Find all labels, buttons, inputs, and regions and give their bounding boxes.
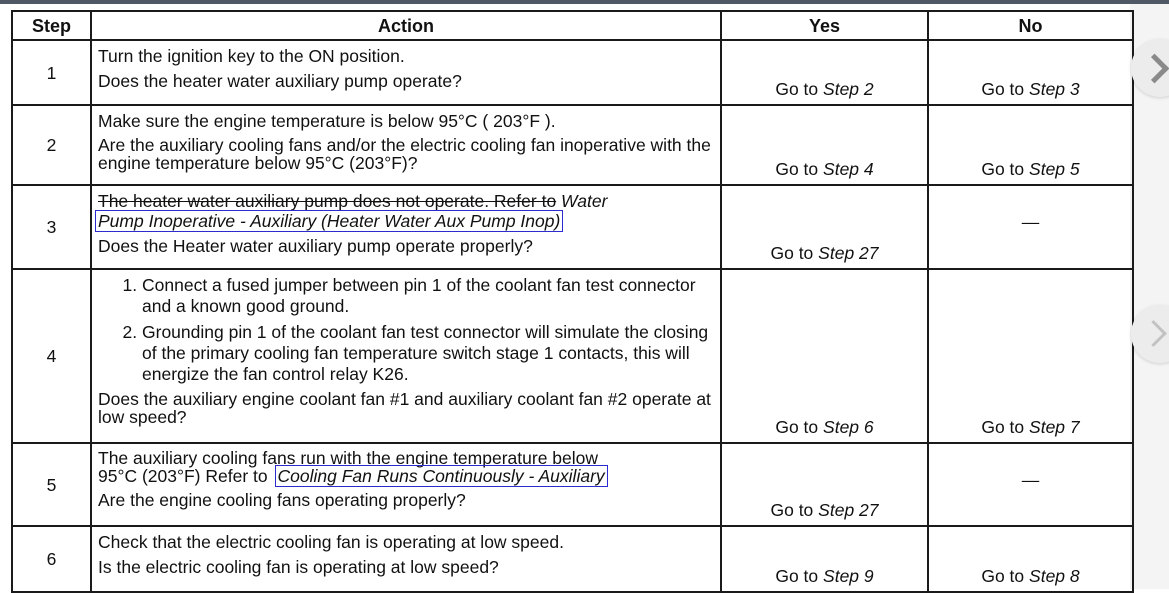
action-text: [98, 191, 714, 231]
yes-cell: [721, 269, 928, 443]
top-border: [0, 0, 1169, 4]
header-yes: Yes: [721, 11, 928, 40]
reference-link-start[interactable]: Water: [561, 191, 608, 211]
no-cell: [928, 105, 1133, 185]
action-text: Make sure the engine temperature is below 95°C ( 203°F ).: [98, 111, 556, 131]
action-text-part: The auxiliary cooling fans run with the engine temperature below: [98, 448, 599, 468]
goto-step-link[interactable]: Step 4: [823, 159, 874, 179]
action-text: [98, 449, 714, 485]
header-row: [12, 11, 1133, 40]
reference-link[interactable]: Cooling Fan Runs Continuously - Auxiliary: [275, 465, 608, 487]
no-cell: [928, 526, 1133, 592]
question-text: Does the heater water auxiliary pump operate?: [98, 71, 462, 91]
list-item: 2. Grounding pin 1 of the coolant fan test connector will simulate the closing of the primary cooling fan temperature switch stage 1 contacts, this will energize the fan control relay K26.: [142, 322, 714, 385]
step-number: 5: [12, 443, 91, 526]
goto-step-link[interactable]: Step 27: [818, 500, 879, 520]
table-row: [12, 185, 1133, 269]
goto-step-link[interactable]: Step 8: [1029, 566, 1080, 586]
yes-cell: [721, 443, 928, 526]
goto-prefix: Go to: [770, 500, 814, 520]
no-cell: [928, 40, 1133, 105]
goto-prefix: Go to: [770, 243, 814, 263]
step-number: 1: [12, 40, 91, 105]
goto-prefix: Go to: [775, 566, 819, 586]
yes-cell: [721, 526, 928, 592]
question-text: Are the engine cooling fans operating properly?: [98, 490, 466, 510]
goto-step-link[interactable]: Step 6: [823, 417, 874, 437]
instruction-list: [98, 275, 714, 385]
action-text: Turn the ignition key to the ON position.: [98, 46, 405, 66]
goto-step-link[interactable]: Step 5: [1029, 159, 1080, 179]
list-item: 1. Connect a fused jumper between pin 1 of the coolant fan test connector and a known good ground.: [142, 275, 714, 317]
goto-step-link[interactable]: Step 7: [1029, 417, 1080, 437]
header-step: Step: [12, 11, 91, 40]
table-row: [12, 40, 1133, 105]
question-text: Does the Heater water auxiliary pump operate properly?: [98, 236, 533, 256]
action-text-part: The heater water auxiliary pump does not operate. Refer to: [98, 191, 557, 211]
diagnostic-table: [11, 10, 1134, 593]
chevron-right-icon: [1140, 54, 1169, 84]
goto-prefix: Go to: [775, 417, 819, 437]
yes-cell: [721, 105, 928, 185]
step-number: 3: [12, 185, 91, 269]
action-text: Check that the electric cooling fan is operating at low speed.: [98, 532, 564, 552]
header-no: No: [928, 11, 1133, 40]
goto-step-link[interactable]: Step 3: [1029, 79, 1080, 99]
yes-cell: [721, 185, 928, 269]
goto-prefix: Go to: [981, 159, 1025, 179]
action-cell: [91, 105, 721, 185]
table-row: [12, 105, 1133, 185]
action-cell: [91, 185, 721, 269]
goto-prefix: Go to: [775, 79, 819, 99]
goto-prefix: Go to: [981, 566, 1025, 586]
step-number: 6: [12, 526, 91, 592]
table-row: [12, 443, 1133, 526]
step-number: 2: [12, 105, 91, 185]
action-cell: [91, 269, 721, 443]
header-action: Action: [91, 11, 721, 40]
reference-link[interactable]: Pump Inoperative - Auxiliary (Heater Water Aux Pump Inop): [95, 210, 563, 232]
action-cell: [91, 526, 721, 592]
action-cell: [91, 40, 721, 105]
question-text: Does the auxiliary engine coolant fan #1 and auxiliary coolant fan #2 operate at low speed?: [98, 389, 711, 427]
yes-cell: [721, 40, 928, 105]
no-cell: —: [928, 185, 1133, 269]
action-text-part: 95°C (203°F) Refer to: [98, 466, 268, 486]
table-row: [12, 526, 1133, 592]
step-number: 4: [12, 269, 91, 443]
goto-step-link[interactable]: Step 9: [823, 566, 874, 586]
no-cell: [928, 269, 1133, 443]
table-row: [12, 269, 1133, 443]
action-cell: [91, 443, 721, 526]
chevron-right-icon: [1140, 320, 1167, 347]
question-text: Is the electric cooling fan is operating at low speed?: [98, 557, 499, 577]
question-text: Are the auxiliary cooling fans and/or the electric cooling fan inoperative with the engine temperature below 95°C (203°F)?: [98, 135, 711, 173]
goto-step-link[interactable]: Step 27: [818, 243, 879, 263]
goto-step-link[interactable]: Step 2: [823, 79, 874, 99]
goto-prefix: Go to: [775, 159, 819, 179]
goto-prefix: Go to: [981, 79, 1025, 99]
no-cell: —: [928, 443, 1133, 526]
goto-prefix: Go to: [981, 417, 1025, 437]
